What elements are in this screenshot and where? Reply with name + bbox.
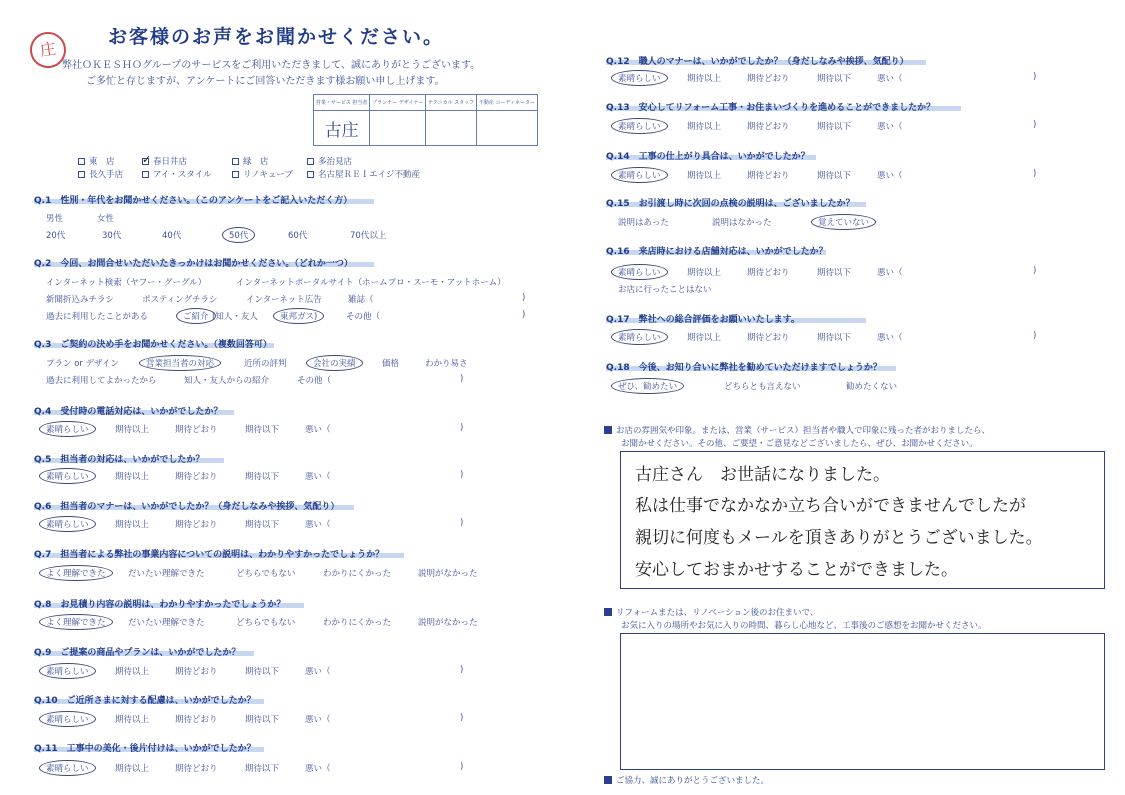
q3-option-other[interactable]: その他（ (297, 376, 332, 386)
q2-referral-friend[interactable]: (知人・友人 (212, 312, 258, 322)
q6-rating-as-expected[interactable]: 期待どおり (175, 520, 218, 530)
question-12-label: Q.12 職人のマナーは、いかがでしたか？（身だしなみや挨拶、気配り） (606, 57, 909, 67)
store-nagoya-realestate[interactable]: 名古屋ＲＥＩエイジ不動産 (307, 168, 420, 180)
q16-paren-close: ) (1033, 266, 1037, 276)
question-3-label: Q.3 ご契約の決め手をお聞かせください。（複数回答可） (34, 340, 272, 350)
q2-option-past-customer[interactable]: 過去に利用したことがある (46, 312, 149, 322)
q18-option-would-not[interactable]: 勧めたくない (846, 382, 898, 392)
q1-option-40s[interactable]: 40代 (162, 231, 182, 241)
comment1-handwritten-line2: 私は仕事でなかなか立ち合いができませんでしたが (635, 496, 1026, 516)
q15-option-dont-remember-selected[interactable]: 覚えていない (811, 214, 876, 230)
question-15-label: Q.15 お引渡し時に次回の点検の説明は、ございましたか？ (606, 199, 855, 209)
store-higashi[interactable]: 東 店 (78, 155, 115, 167)
store-istyle[interactable]: アイ・スタイル (142, 168, 212, 180)
q12-rating-bad[interactable]: 悪い（ (877, 74, 903, 84)
q18-option-neutral[interactable]: どちらとも言えない (724, 382, 801, 392)
checkbox-icon (142, 171, 149, 178)
q10-rating-below[interactable]: 期待以下 (245, 715, 280, 725)
q17-rating-excellent-selected[interactable]: 素晴らしい (611, 329, 668, 345)
q16-rating-bad[interactable]: 悪い（ (877, 268, 903, 278)
q15-option-explained[interactable]: 説明はあった (618, 218, 669, 228)
q7-mostly-understood[interactable]: だいたい理解できた (128, 569, 205, 579)
q6-rating-excellent-selected[interactable]: 素晴らしい (39, 516, 96, 532)
staff-header-realestate: 不動産 コーディネーター (476, 95, 537, 111)
q12-rating-as-expected[interactable]: 期待どおり (747, 74, 790, 84)
store-renocube[interactable]: リノキューブ (232, 168, 293, 180)
square-bullet-icon (604, 776, 612, 784)
q8-understood-well-selected[interactable]: よく理解できた (39, 614, 113, 630)
q3-other-paren-close: ) (460, 374, 464, 384)
q17-rating-as-expected[interactable]: 期待どおり (747, 333, 790, 343)
checkbox-icon (78, 158, 85, 165)
q11-rating-excellent-selected[interactable]: 素晴らしい (39, 760, 96, 776)
q1-option-70s-plus[interactable]: 70代以上 (350, 231, 387, 241)
q3-option-price[interactable]: 価格 (382, 359, 400, 369)
square-bullet-icon (604, 608, 612, 616)
comment1-box[interactable] (620, 451, 1105, 589)
question-9-label: Q.9 ご提案の商品やプランは、いかがでしたか？ (34, 648, 241, 658)
q1-option-20s[interactable]: 20代 (46, 231, 66, 241)
q5-rating-excellent-selected[interactable]: 素晴らしい (39, 468, 96, 484)
intro-line-2: ご多忙と存じますが、アンケートにご回答いただきます様お願い申し上げます。 (86, 76, 445, 87)
q17-paren-close: ) (1033, 331, 1037, 341)
staff-table (313, 94, 538, 146)
question-6-label: Q.6 担当者のマナーは、いかがでしたか？（身だしなみや挨拶、気配り） (34, 502, 340, 512)
q16-rating-below[interactable]: 期待以下 (817, 268, 852, 278)
q9-rating-bad[interactable]: 悪い（ (305, 667, 331, 677)
question-14-label: Q.14 工事の仕上がり具合は、いかがでしたか？ (606, 152, 810, 162)
q13-rating-as-expected[interactable]: 期待どおり (747, 122, 790, 132)
comment1-prompt-line1: お店の雰囲気や印象。または、営業（サービス）担当者や職人で印象に残った者がおりましたら、 (604, 424, 990, 436)
q17-rating-above[interactable]: 期待以上 (687, 333, 722, 343)
q13-rating-below[interactable]: 期待以下 (817, 122, 852, 132)
q14-rating-as-expected[interactable]: 期待どおり (747, 171, 790, 181)
question-7-label: Q.7 担当者による弊社の事業内容についての説明は、わかりやすかったでしょうか？ (34, 550, 385, 560)
q2-referral-tohogas-selected[interactable]: 東邦ガス) (273, 308, 324, 324)
q2-option-referral-selected[interactable]: ご紹介 (176, 308, 216, 324)
q4-rating-as-expected[interactable]: 期待どおり (175, 425, 218, 435)
footer-thanks: ご協力、誠にありがとうございました。 (604, 774, 769, 786)
checkbox-icon (307, 158, 314, 165)
question-10-label: Q.10 ご近所さまに対する配慮は、いかがでしたか？ (34, 696, 256, 706)
q12-rating-excellent-selected[interactable]: 素晴らしい (611, 70, 668, 86)
intro-line-1: 弊社ＯＫＥＳＨＯグループのサービスをご利用いただきまして、誠にありがとうございます。 (62, 60, 481, 71)
q9-rating-below[interactable]: 期待以下 (245, 667, 280, 677)
question-2-label: Q.2 今回、お問合せいただいたきっかけはお聞かせください。（どれか一つ） (34, 259, 353, 269)
q17-rating-below[interactable]: 期待以下 (817, 333, 852, 343)
q14-rating-bad[interactable]: 悪い（ (877, 171, 903, 181)
store-nagakute[interactable]: 長久手店 (78, 168, 123, 180)
q1-option-male[interactable]: 男性 (46, 214, 64, 224)
q2-option-posting-flyer[interactable]: ポスティングチラシ (142, 295, 218, 305)
store-kasugai[interactable]: ✓ 春日井店 (142, 153, 188, 167)
question-17-label: Q.17 弊社への総合評価をお願いいたします。 (606, 315, 800, 325)
q16-rating-excellent-selected[interactable]: 素晴らしい (611, 264, 668, 280)
q4-rating-bad[interactable]: 悪い（ (305, 425, 331, 435)
q11-rating-above[interactable]: 期待以上 (115, 764, 150, 774)
square-bullet-icon (604, 426, 612, 434)
q2-option-portal-site[interactable]: インターネットポータルサイト（ホームプロ・スーモ・アットホーム） (236, 278, 506, 288)
q10-rating-as-expected[interactable]: 期待どおり (175, 715, 218, 725)
question-11-label: Q.11 工事中の美化・後片付けは、いかがでしたか？ (34, 744, 256, 754)
checked-checkbox-icon: ✓ (142, 153, 152, 166)
question-5-label: Q.5 担当者の対応は、いかがでしたか？ (34, 455, 205, 465)
q2-option-magazine[interactable]: 雑誌（ (348, 295, 374, 305)
q2-option-internet-search[interactable]: インターネット検索（ヤフー・グーグル） (46, 278, 207, 288)
q14-paren-close: ) (1033, 169, 1037, 179)
question-1-label: Q.1 性別・年代をお聞かせください。（このアンケートをご記入いただく方） (34, 196, 353, 206)
q14-rating-below[interactable]: 期待以下 (817, 171, 852, 181)
q13-paren-close: ) (1033, 120, 1037, 130)
q1-option-60s[interactable]: 60代 (288, 231, 308, 241)
question-16-label: Q.16 来店時における店舗対応は、いかがでしたか？ (606, 247, 828, 257)
q11-rating-bad[interactable]: 悪い（ (305, 764, 331, 774)
staff-header-planner: プランナー デザイナー (370, 95, 426, 111)
q2-magazine-paren-close: ) (522, 293, 526, 303)
q12-rating-above[interactable]: 期待以上 (687, 74, 722, 84)
comment1-handwritten-line4: 安心しておまかせすることができました。 (635, 560, 958, 580)
q10-paren-close: ) (460, 713, 464, 723)
q3-option-past-good[interactable]: 過去に利用してよかったから (46, 376, 157, 386)
comment1-handwritten-line3: 親切に何度もメールを頂きありがとうございました。 (635, 528, 1043, 548)
q8-mostly-understood[interactable]: だいたい理解できた (128, 618, 205, 628)
question-8-label: Q.8 お見積り内容の説明は、わかりやすかったでしょうか？ (34, 600, 286, 610)
staff-value-planner (370, 111, 426, 146)
q9-paren-close: ) (460, 665, 464, 675)
q3-option-clarity[interactable]: わかり易さ (425, 359, 468, 369)
q6-rating-bad[interactable]: 悪い（ (305, 520, 331, 530)
q2-option-newspaper-flyer[interactable]: 新聞折込みチラシ (46, 295, 115, 305)
q1-option-female[interactable]: 女性 (97, 214, 115, 224)
q13-rating-bad[interactable]: 悪い（ (877, 122, 903, 132)
question-13-label: Q.13 安心してリフォーム工事・お住まいづくりを進めることができましたか？ (606, 103, 936, 113)
q3-option-track-record-selected[interactable]: 会社の実績 (306, 355, 363, 371)
page-title: お客様のお声をお聞かせください。 (108, 26, 445, 48)
q3-option-plan-design[interactable]: プラン or デザイン (46, 359, 120, 369)
q11-paren-close: ) (460, 762, 464, 772)
q10-rating-excellent-selected[interactable]: 素晴らしい (39, 711, 96, 727)
q16-option-never-visited[interactable]: お店に行ったことはない (618, 285, 712, 295)
q12-paren-close: ) (1033, 72, 1037, 82)
q9-rating-excellent-selected[interactable]: 素晴らしい (39, 663, 96, 679)
store-tajimi[interactable]: 多治見店 (307, 155, 352, 167)
checkbox-icon (307, 171, 314, 178)
q10-rating-above[interactable]: 期待以上 (115, 715, 150, 725)
comment1-handwritten-line1: 古庄さん お世話になりました。 (635, 465, 890, 485)
staff-header-technical: テクニカル スタッフ (426, 95, 477, 111)
q7-understood-well-selected[interactable]: よく理解できた (39, 565, 113, 581)
q18-option-definitely-selected[interactable]: ぜひ、勧めたい (611, 378, 684, 394)
q6-rating-above[interactable]: 期待以上 (115, 520, 150, 530)
q16-rating-as-expected[interactable]: 期待どおり (747, 268, 790, 278)
q5-paren-close: ) (460, 470, 464, 480)
staff-value-sales: 古庄 (314, 111, 370, 146)
q17-rating-bad[interactable]: 悪い（ (877, 333, 903, 343)
q11-rating-below[interactable]: 期待以下 (245, 764, 280, 774)
q9-rating-as-expected[interactable]: 期待どおり (175, 667, 218, 677)
q6-rating-below[interactable]: 期待以下 (245, 520, 280, 530)
comment2-box[interactable] (620, 633, 1105, 770)
q5-rating-as-expected[interactable]: 期待どおり (175, 472, 218, 482)
q7-hard-to-understand[interactable]: わかりにくかった (323, 569, 392, 579)
q13-rating-excellent-selected[interactable]: 素晴らしい (611, 118, 668, 134)
q8-hard-to-understand[interactable]: わかりにくかった (323, 618, 392, 628)
q4-rating-below[interactable]: 期待以下 (245, 425, 280, 435)
question-18-label: Q.18 今後、お知り合いに弊社を勧めていただけますでしょうか？ (606, 363, 882, 373)
q4-rating-above[interactable]: 期待以上 (115, 425, 150, 435)
q3-option-sales-staff-selected[interactable]: 営業担当者の対応 (139, 355, 221, 371)
store-midori[interactable]: 緑 店 (232, 155, 269, 167)
q9-rating-above[interactable]: 期待以上 (115, 667, 150, 677)
q5-rating-below[interactable]: 期待以下 (245, 472, 280, 482)
q4-paren-close: ) (460, 423, 464, 433)
checkbox-icon (232, 158, 239, 165)
question-4-label: Q.4 受付時の電話対応は、いかがでしたか？ (34, 407, 223, 417)
q4-rating-excellent-selected[interactable]: 素晴らしい (39, 421, 96, 437)
checkbox-icon (78, 171, 85, 178)
q7-no-explanation[interactable]: 説明がなかった (418, 569, 478, 579)
q7-neutral[interactable]: どちらでもない (236, 569, 296, 579)
comment2-prompt-line2: お気に入りの場所やお気に入りの時間、暮らし心地など、工事後のご感想をお聞かせください。 (621, 621, 987, 631)
q14-rating-excellent-selected[interactable]: 素晴らしい (611, 167, 668, 183)
q14-rating-above[interactable]: 期待以上 (687, 171, 722, 181)
q8-neutral[interactable]: どちらでもない (236, 618, 296, 628)
q10-rating-bad[interactable]: 悪い（ (305, 715, 331, 725)
q15-option-not-explained[interactable]: 説明はなかった (712, 218, 772, 228)
comment1-prompt-line2: お聞かせください。その他、ご要望・ご意見などございましたら、ぜひ、お聞かせください。 (621, 439, 978, 449)
q3-option-friend-intro[interactable]: 知人・友人からの紹介 (184, 376, 270, 386)
q16-rating-above[interactable]: 期待以上 (687, 268, 722, 278)
q2-other-paren-close: ) (522, 310, 526, 320)
q1-option-50s-selected[interactable]: 50代 (222, 227, 255, 243)
q2-option-internet-ad[interactable]: インターネット広告 (246, 295, 322, 305)
q1-option-30s[interactable]: 30代 (102, 231, 122, 241)
q5-rating-above[interactable]: 期待以上 (115, 472, 150, 482)
comment2-prompt-line1: リフォームまたは、リノベーション後のお住まいで、 (604, 606, 818, 618)
q11-rating-as-expected[interactable]: 期待どおり (175, 764, 218, 774)
q2-option-other[interactable]: その他（ (346, 312, 381, 322)
staff-value-technical (426, 111, 477, 146)
q12-rating-below[interactable]: 期待以下 (817, 74, 852, 84)
q6-paren-close: ) (460, 518, 464, 528)
q8-no-explanation[interactable]: 説明がなかった (418, 618, 478, 628)
checkbox-icon (232, 171, 239, 178)
staff-value-realestate (476, 111, 537, 146)
q3-option-reputation[interactable]: 近所の評判 (244, 359, 287, 369)
q13-rating-above[interactable]: 期待以上 (687, 122, 722, 132)
q5-rating-bad[interactable]: 悪い（ (305, 472, 331, 482)
staff-header-sales: 営業・サービス 担当者 (314, 95, 370, 111)
company-seal-stamp: 庄 (28, 30, 69, 71)
